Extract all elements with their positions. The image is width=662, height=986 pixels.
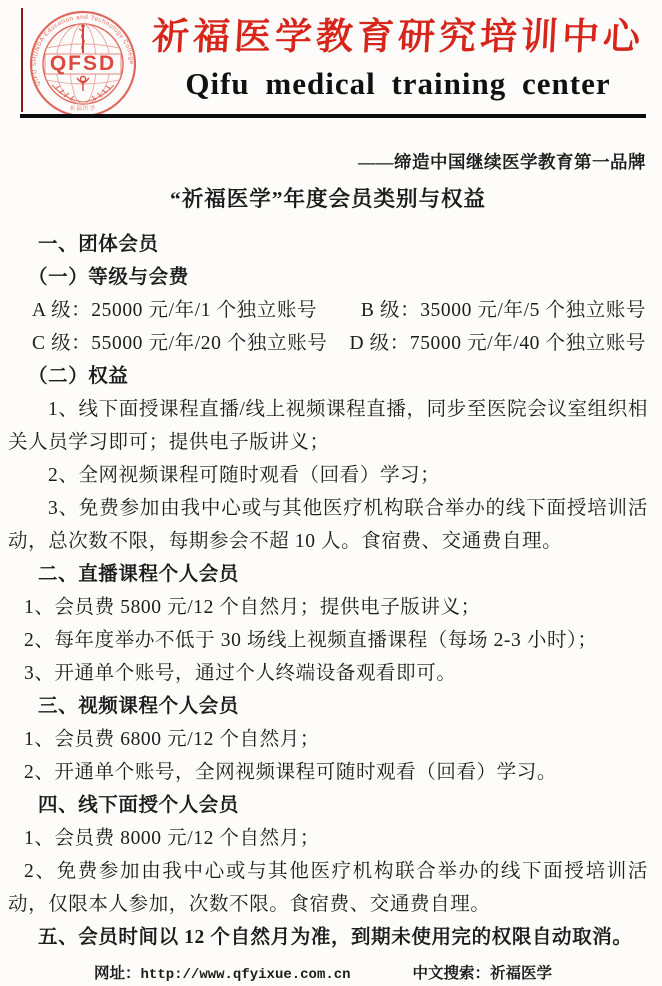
search-label: 中文搜索：	[412, 965, 490, 982]
benefit-item: 1、线下面授课程直播/线上视频课程直播，同步至医院会议室组织相关人员学习即可；提供电子版讲义；	[8, 399, 648, 453]
benefit-item: 3、免费参加由我中心或与其他医疗机构联合举办的线下面授培训活动，总次数不限，每期参会不超 10 人。食宿费、交通费自理。	[8, 498, 648, 552]
benefit-item: 2、每年度举办不低于 30 场线上视频直播课程（每场 2-3 小时）；	[24, 630, 598, 651]
section-heading: 五、会员时间以 12 个自然月为准，到期未使用完的权限自动取消。	[38, 927, 633, 948]
benefit-item: 1、会员费 6800 元/12 个自然月；	[24, 729, 320, 750]
section-heading: 四、线下面授个人会员	[38, 795, 240, 816]
benefit-item: 2、全网视频课程可随时观看（回看）学习；	[48, 465, 441, 486]
benefit-item: 2、开通单个账号，全网视频课程可随时观看（回看）学习。	[24, 762, 557, 783]
page-footer	[8, 963, 648, 986]
subsection-heading: （一）等级与会费	[28, 267, 189, 288]
section-heading: 二、直播课程个人会员	[38, 564, 240, 585]
fee-a: A 级：25000 元/年/1 个独立账号	[32, 300, 318, 321]
seal-ring-text: QIFU SHUNDA Education and Technology College	[30, 13, 136, 88]
website-label: 网址：	[94, 965, 141, 982]
fee-b: B 级：35000 元/年/5 个独立账号	[360, 300, 646, 321]
benefit-item: 1、会员费 8000 元/12 个自然月；	[24, 828, 320, 849]
seal-abbr-text: QFSD	[49, 52, 117, 75]
search-value: 祈福医学	[489, 965, 552, 982]
benefit-item: 1、会员费 5800 元/12 个自然月；提供电子版讲义；	[24, 597, 481, 618]
center-name-chinese: 祈福医学教育研究培训中心	[150, 17, 646, 58]
membership-terms	[8, 228, 648, 954]
section-heading: 一、团体会员	[38, 234, 159, 255]
caduceus-icon	[79, 24, 85, 53]
center-name-english: Qifu medical training center	[185, 66, 611, 101]
benefit-item: 3、开通单个账号，通过个人终端设备观看即可。	[24, 663, 457, 684]
fee-d: D 级：75000 元/年/40 个独立账号	[349, 333, 646, 354]
left-accent-bar	[21, 8, 23, 112]
benefit-item: 2、免费参加由我中心或与其他医疗机构联合举办的线下面授培训活动，仅限本人参加，次数不限。食宿费、交通费自理。	[8, 861, 648, 915]
website-entry	[94, 963, 351, 986]
seal-bottom-text: 祈福医学	[69, 106, 97, 112]
letterhead	[0, 0, 662, 120]
website-url: http://www.qfyixue.com.cn	[140, 967, 351, 983]
section-heading: 三、视频课程个人会员	[38, 696, 240, 717]
qfsd-seal-logo	[26, 7, 140, 117]
brand-slogan: ——缔造中国继续医学教育第一品牌	[358, 152, 646, 172]
fee-row-cd	[8, 327, 648, 360]
header-divider	[20, 114, 646, 118]
search-entry	[412, 963, 552, 986]
letterhead-titles	[148, 12, 648, 104]
subsection-heading: （二）权益	[28, 366, 129, 387]
document-body	[0, 150, 662, 986]
fee-row-ab	[8, 294, 648, 327]
page-title: “祈福医学”年度会员类别与权益	[169, 187, 486, 211]
fee-c: C 级：55000 元/年/20 个独立账号	[32, 333, 328, 354]
